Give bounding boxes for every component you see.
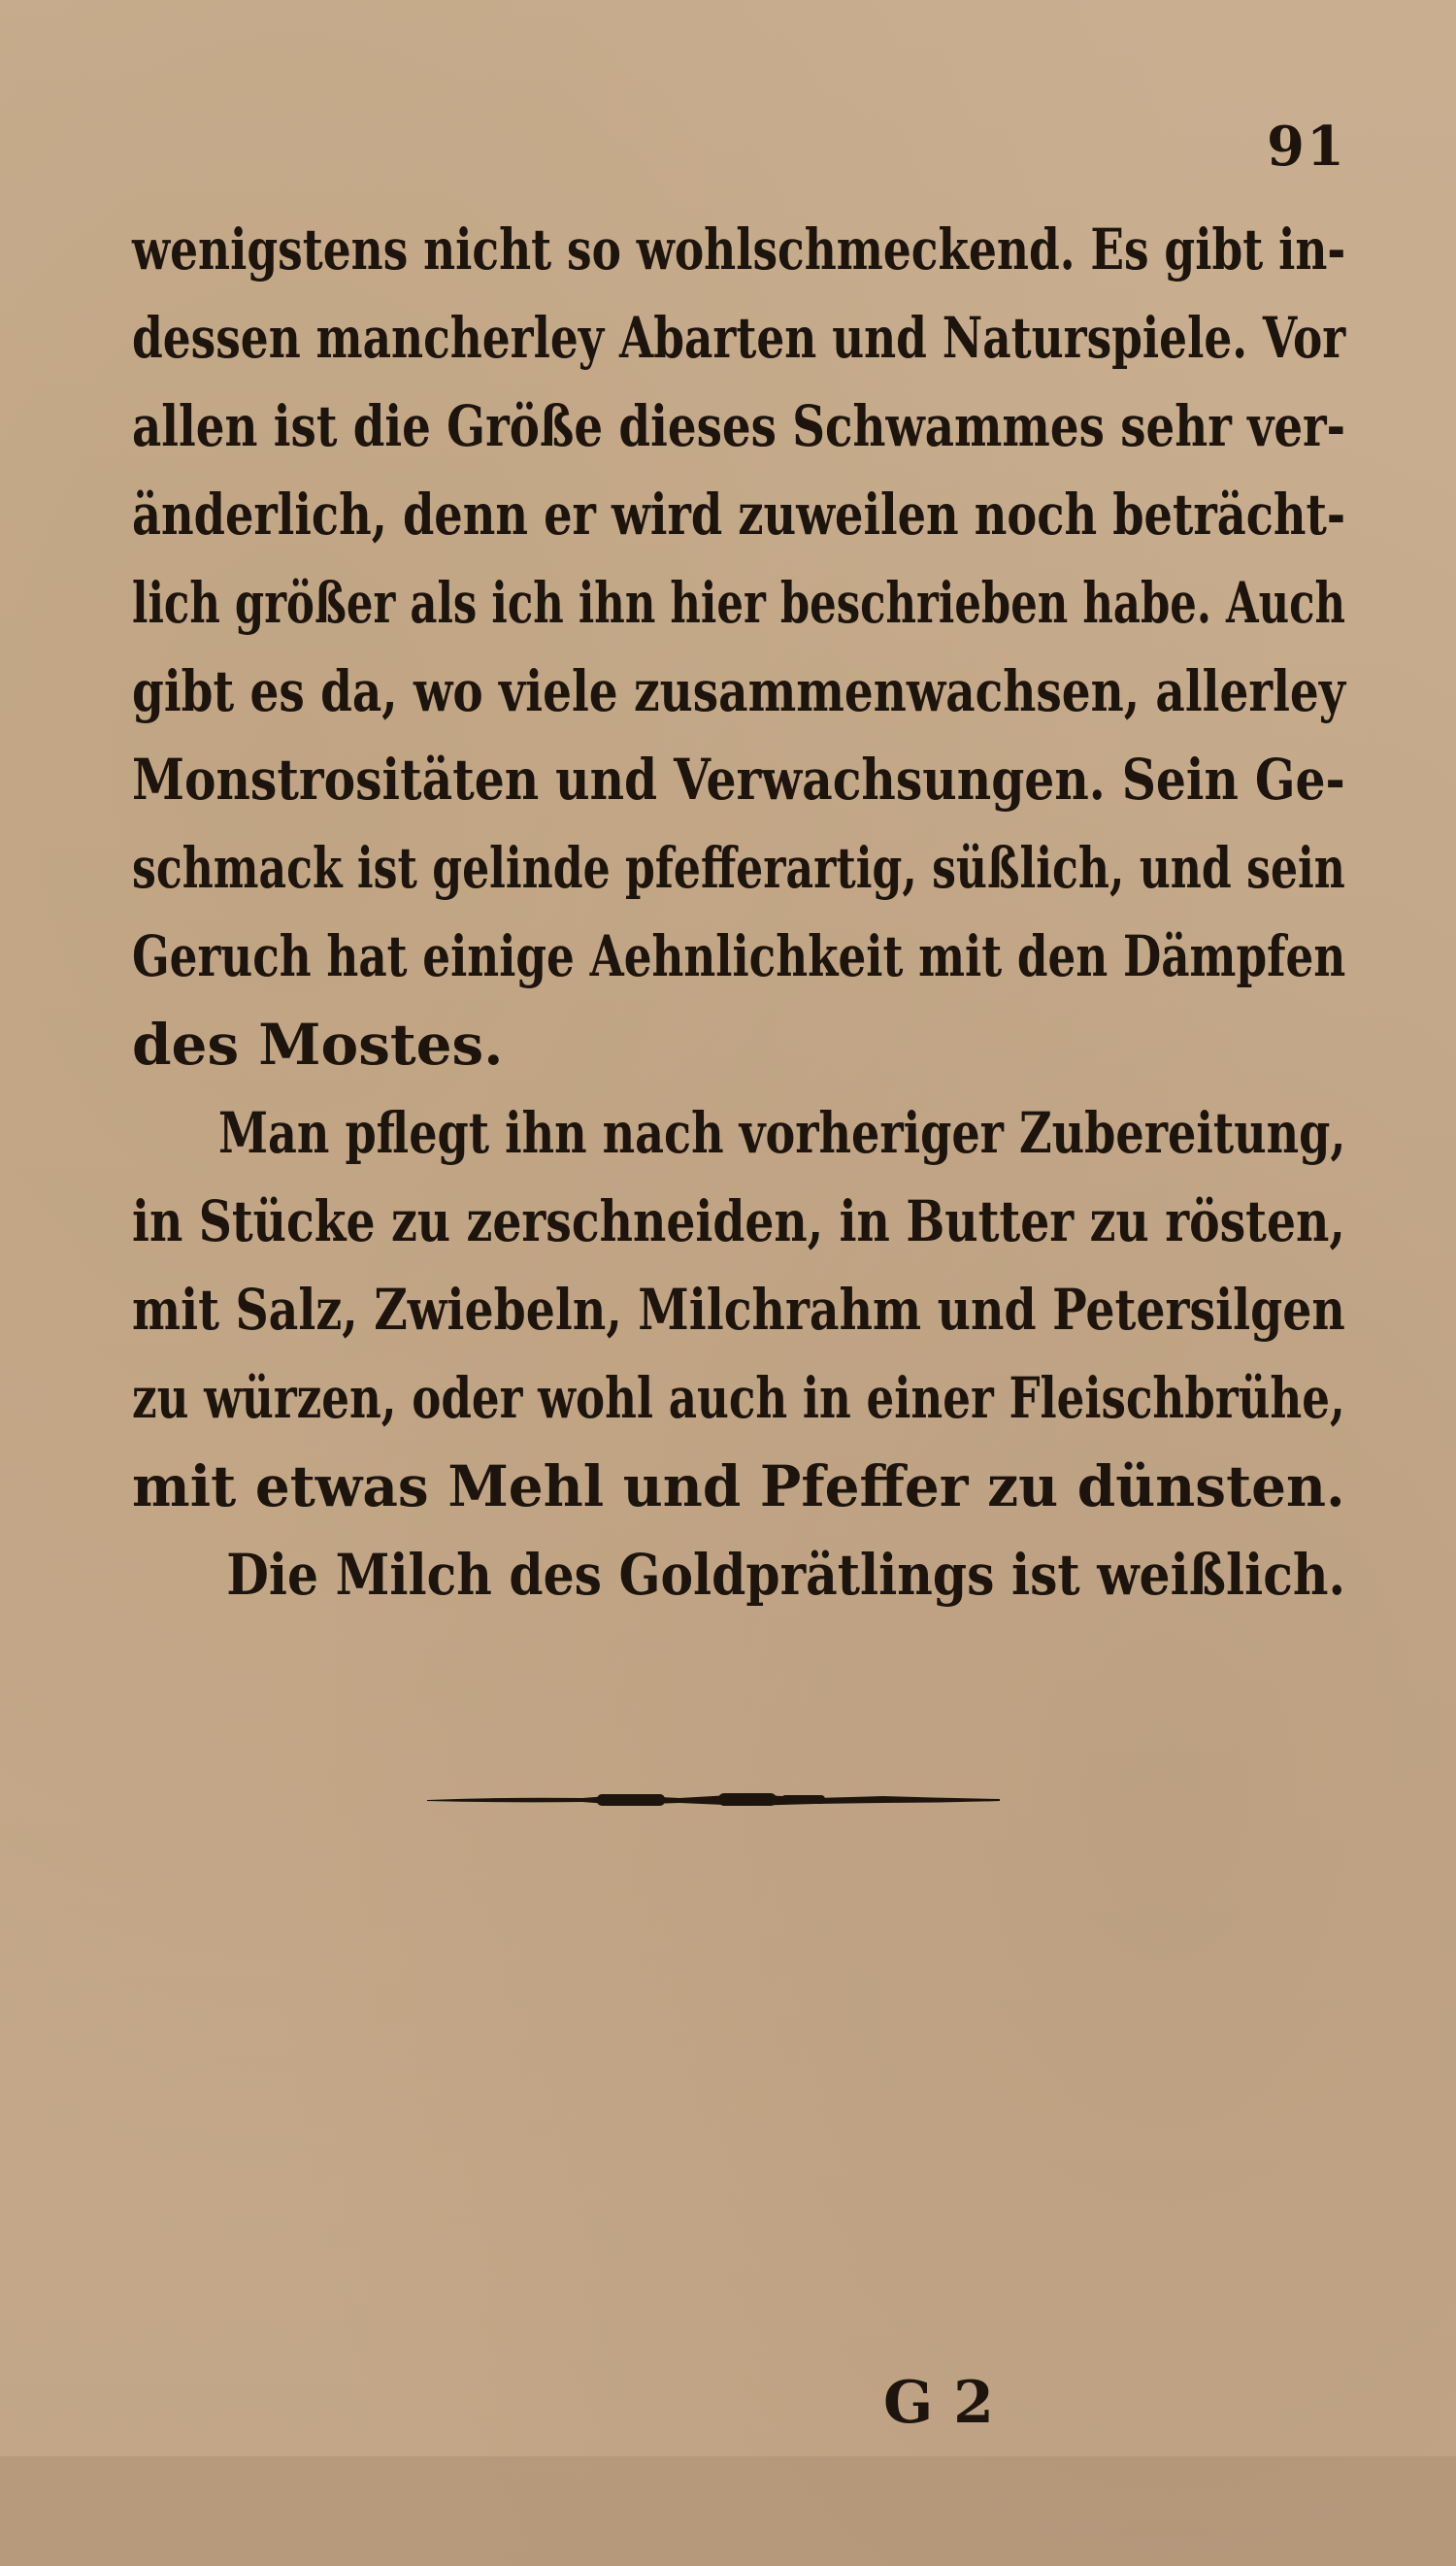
text-line: Die Milch des Goldprätlings ist weißlich.	[226, 1542, 1346, 1608]
text-line: dessen mancherley Abarten und Naturspiele. Vor	[132, 305, 1346, 371]
page-number: 91	[1267, 115, 1346, 179]
text-line: änderlich, denn er wird zuweilen noch beträcht-	[132, 482, 1346, 548]
text-line: Man pflegt ihn nach vorheriger Zubereitung,	[218, 1100, 1346, 1166]
text-line: wenigstens nicht so wohlschmeckend. Es gibt in-	[132, 217, 1346, 283]
text-line: gibt es da, wo viele zusammenwachsen, allerley	[132, 658, 1346, 724]
text-line: lich größer als ich ihn hier beschrieben habe. Auch	[132, 570, 1346, 636]
text-line: des Mostes.	[132, 1012, 504, 1078]
signature-mark: G 2	[883, 2369, 994, 2437]
page-bottom-shade	[0, 2456, 1456, 2566]
body-text	[132, 206, 1345, 1619]
text-line: schmack ist gelinde pfefferartig, süßlich, und sein	[132, 835, 1345, 901]
text-line: in Stücke zu zerschneiden, in Butter zu rösten,	[132, 1188, 1345, 1254]
ornamental-rule	[427, 1786, 1000, 1812]
text-line: zu würzen, oder wohl auch in einer Fleischbrühe,	[132, 1365, 1345, 1431]
text-line: Geruch hat einige Aehnlichkeit mit den Dämpfen	[132, 923, 1346, 989]
text-line: allen ist die Größe dieses Schwammes sehr ver-	[132, 393, 1346, 459]
text-line: mit Salz, Zwiebeln, Milchrahm und Petersilgen	[132, 1277, 1345, 1343]
text-line: mit etwas Mehl und Pfeffer zu dünsten.	[132, 1453, 1345, 1519]
text-line: Monstrositäten und Verwachsungen. Sein Ge-	[132, 747, 1345, 813]
